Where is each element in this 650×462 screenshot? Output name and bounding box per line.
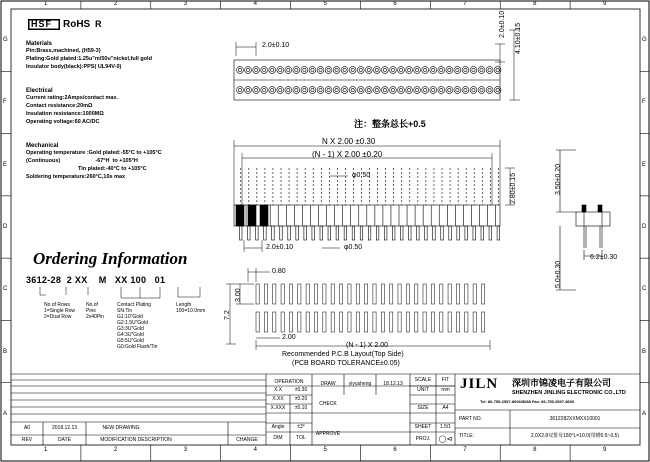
materials-line: Plating:Gold plated:1.25u"m/50u"nickel,full gold xyxy=(26,56,152,62)
frame-row-label: G xyxy=(642,37,647,44)
frame-row-label: C xyxy=(3,286,8,293)
frame-row-label: G xyxy=(3,37,8,44)
company-name-en: SHENZHEN JINLING ELECTRONIC CO.,LTD xyxy=(512,390,626,396)
tb-drawer: yiyusheng xyxy=(348,381,372,387)
mechanical-line: Operating temperature :Gold plated:-55°C to +105°C xyxy=(26,150,162,156)
pcb-caption: Recommended P.C.B Layout(Top Side) xyxy=(282,351,404,358)
projection-symbol-icon: ◯⊲ xyxy=(438,436,453,443)
frame-column-label: 2 xyxy=(113,447,118,453)
tb-part-no: 3612282XXMXX10001 xyxy=(549,415,601,422)
ul-mark-icon: Я xyxy=(95,19,102,29)
tb-proj: PROJ. xyxy=(415,436,431,442)
frame-row-label: D xyxy=(3,224,8,230)
frame-row-label: F xyxy=(3,99,7,106)
frame-column-label: 7 xyxy=(463,447,467,453)
dim-n-minus: (N - 1) X 2.00 ±0.20 xyxy=(312,150,383,159)
side-view xyxy=(556,150,610,290)
frame-column-label: 1 xyxy=(43,447,48,453)
frame-row-label: A xyxy=(3,410,8,417)
dim-pin-dia2: φ0.50 xyxy=(344,244,363,251)
frame-column-label: 9 xyxy=(603,1,607,7)
frame-column-label: 8 xyxy=(533,447,537,453)
tb-title: 2.0X2.8双排母180°L=10.0(带槽0.5~0.5) xyxy=(530,433,620,439)
tb-draw: DRAW xyxy=(320,381,336,387)
materials-line: Insulator body(black):PPS( UL94V-0) xyxy=(26,64,122,70)
frame-column-label: 6 xyxy=(393,1,397,7)
rev-row-date: 2018.12.13 xyxy=(51,425,78,431)
tb-draw-date: 18.12.13 xyxy=(383,381,403,387)
legend-rows: No.of Rows 1=Single Row 2=Dual Row xyxy=(44,302,75,320)
tb-tol-val: ±3° xyxy=(297,424,305,430)
tb-tol: TOL xyxy=(296,435,306,441)
dim-side-top: 3.50±0.20 xyxy=(555,163,562,195)
company-tel: Tel: 86-755-2597-8606/8088 Fax: 86-755-2597-8600 xyxy=(480,399,575,404)
tb-size-val: A4 xyxy=(442,405,449,411)
tb-tol-key: Angle xyxy=(271,424,285,430)
frame-column-label: 3 xyxy=(183,1,188,7)
frame-row-label: F xyxy=(642,99,646,106)
tb-title-label: TITLE: xyxy=(459,433,475,439)
tb-tol-key: X.XXX xyxy=(270,405,286,411)
frame-row-label: E xyxy=(3,161,8,168)
tb-dim: DIM xyxy=(273,435,283,441)
ordering-title: Ordering Information xyxy=(33,249,188,268)
dim-side-bot: 5.0±0.30 xyxy=(555,260,562,288)
rev-header-desc: MODIFICATION DESCRIPTION xyxy=(100,436,172,443)
tb-operation: OPERATION xyxy=(274,378,304,385)
company-logo: JILN xyxy=(460,376,499,392)
mechanical-line: (Continuous) -67°H to +105°H xyxy=(26,158,138,164)
rohs-mark: RoHS xyxy=(63,19,91,30)
pcb-dim-72: 7.2 xyxy=(224,310,231,320)
frame-row-label: B xyxy=(3,348,8,355)
mechanical-line: Soldering temperature:260°C,10s max xyxy=(26,174,126,180)
tb-sheet: SHEET xyxy=(414,424,432,430)
frame-column-label: 4 xyxy=(253,1,257,7)
electrical-title: Electrical xyxy=(26,88,53,94)
tb-check: CHECK xyxy=(319,400,337,407)
ordering-code: 3612-28 2 XX M XX 100 01 xyxy=(26,275,166,285)
mechanical-line: Tin plated:-40°C to +105°C xyxy=(26,166,147,172)
tb-fit: FIT xyxy=(441,376,450,383)
ordering-leader-lines xyxy=(40,287,200,298)
tb-tol-val: ±0.20 xyxy=(294,396,308,402)
tb-unit: UNIT xyxy=(417,387,429,393)
rev-header-date: DATE xyxy=(58,436,71,443)
length-note: 注：整条总长+0.5 xyxy=(354,119,426,129)
frame-column-label: 5 xyxy=(323,1,327,7)
tb-tol-val: ±0.30 xyxy=(294,387,308,393)
tb-sheet-val: 1.5/1 xyxy=(439,424,452,430)
pcb-dim-n1: (N - 1) X 2.00 xyxy=(346,342,389,349)
dim-height: 2.80±0.15 xyxy=(510,172,517,204)
frame-column-label: 6 xyxy=(393,447,397,453)
materials-title: Materials xyxy=(26,41,53,47)
frame-row-label: E xyxy=(642,161,647,168)
frame-row-label: A xyxy=(642,410,647,417)
dim-top-h1: 2.0±0.10 xyxy=(499,10,506,38)
pcb-dim-080: 0.80 xyxy=(272,268,286,275)
frame-column-label: 2 xyxy=(113,1,118,7)
electrical-line: Operating voltage:60 AC/DC xyxy=(26,119,100,125)
dim-top-pitch: 2.0±0.10 xyxy=(262,42,290,49)
frame-column-label: 7 xyxy=(463,1,467,7)
hsf-logo: HSF xyxy=(31,19,52,29)
rev-header-rev: REV xyxy=(21,436,33,443)
mechanical-title: Mechanical xyxy=(26,143,59,149)
frame-column-label: 8 xyxy=(533,1,537,7)
dim-pin-dia: φ0.50 xyxy=(352,172,371,179)
tb-approve: APPROVE xyxy=(315,430,341,437)
tb-size: SIZE xyxy=(417,405,429,411)
rev-row-rev: A0 xyxy=(23,425,31,431)
pcb-tolerance: (PCB BOARD TOLERANCE±0.05) xyxy=(292,360,400,367)
frame-column-label: 9 xyxy=(603,447,607,453)
electrical-line: Current rating:2Amps/contact max. xyxy=(26,95,118,101)
tb-tol-key: X.X xyxy=(273,387,283,393)
pcb-dim-300: 3.00 xyxy=(235,288,242,302)
rev-header-change: CHANGE xyxy=(236,436,258,443)
tb-part-label: PART NO. xyxy=(459,415,483,422)
legend-contact: Contact Plating SN:Tin G1:10"Gold G2:1.5U"Gold G3:3U"Gold G4:3U"Gold G5:5U"Gold G0:Gold Flash/Tin xyxy=(117,302,158,350)
legend-pins: No.of Pins 2x40Pin xyxy=(86,302,105,320)
frame-column-label: 1 xyxy=(43,1,48,7)
tb-tol-key: X.XX xyxy=(272,396,284,402)
company-name-cn: 深圳市锦凌电子有限公司 xyxy=(512,378,612,388)
rev-row-desc: NEW DRAWING xyxy=(102,425,140,431)
dim-bot-pitch: 2.0±0.10 xyxy=(266,244,294,251)
tb-unit-val: mm xyxy=(441,387,450,393)
electrical-line: Contact resistance:20mΩ xyxy=(26,103,93,109)
legend-length: Length 100=10.0mm xyxy=(176,302,206,314)
tb-scale: SCALE xyxy=(414,376,432,383)
dim-top-h2: 4.10±0.15 xyxy=(515,22,522,54)
frame-row-label: D xyxy=(642,224,647,230)
frame-column-label: 4 xyxy=(253,447,257,453)
materials-line: Pin:Brass,machined, (H59-3) xyxy=(26,48,101,54)
pcb-dim-200: 2.00 xyxy=(282,334,296,341)
tb-tol-val: ±0.10 xyxy=(294,405,308,411)
electrical-line: Insulation resistance:1000MΩ xyxy=(26,111,104,117)
frame-column-label: 3 xyxy=(183,447,188,453)
frame-row-label: C xyxy=(642,286,647,293)
frame-column-label: 5 xyxy=(323,447,327,453)
frame-row-label: B xyxy=(642,348,647,355)
dim-side-len: 6.2±0.30 xyxy=(590,254,618,261)
dim-n-total: N X 2.00 ±0.30 xyxy=(322,137,376,146)
